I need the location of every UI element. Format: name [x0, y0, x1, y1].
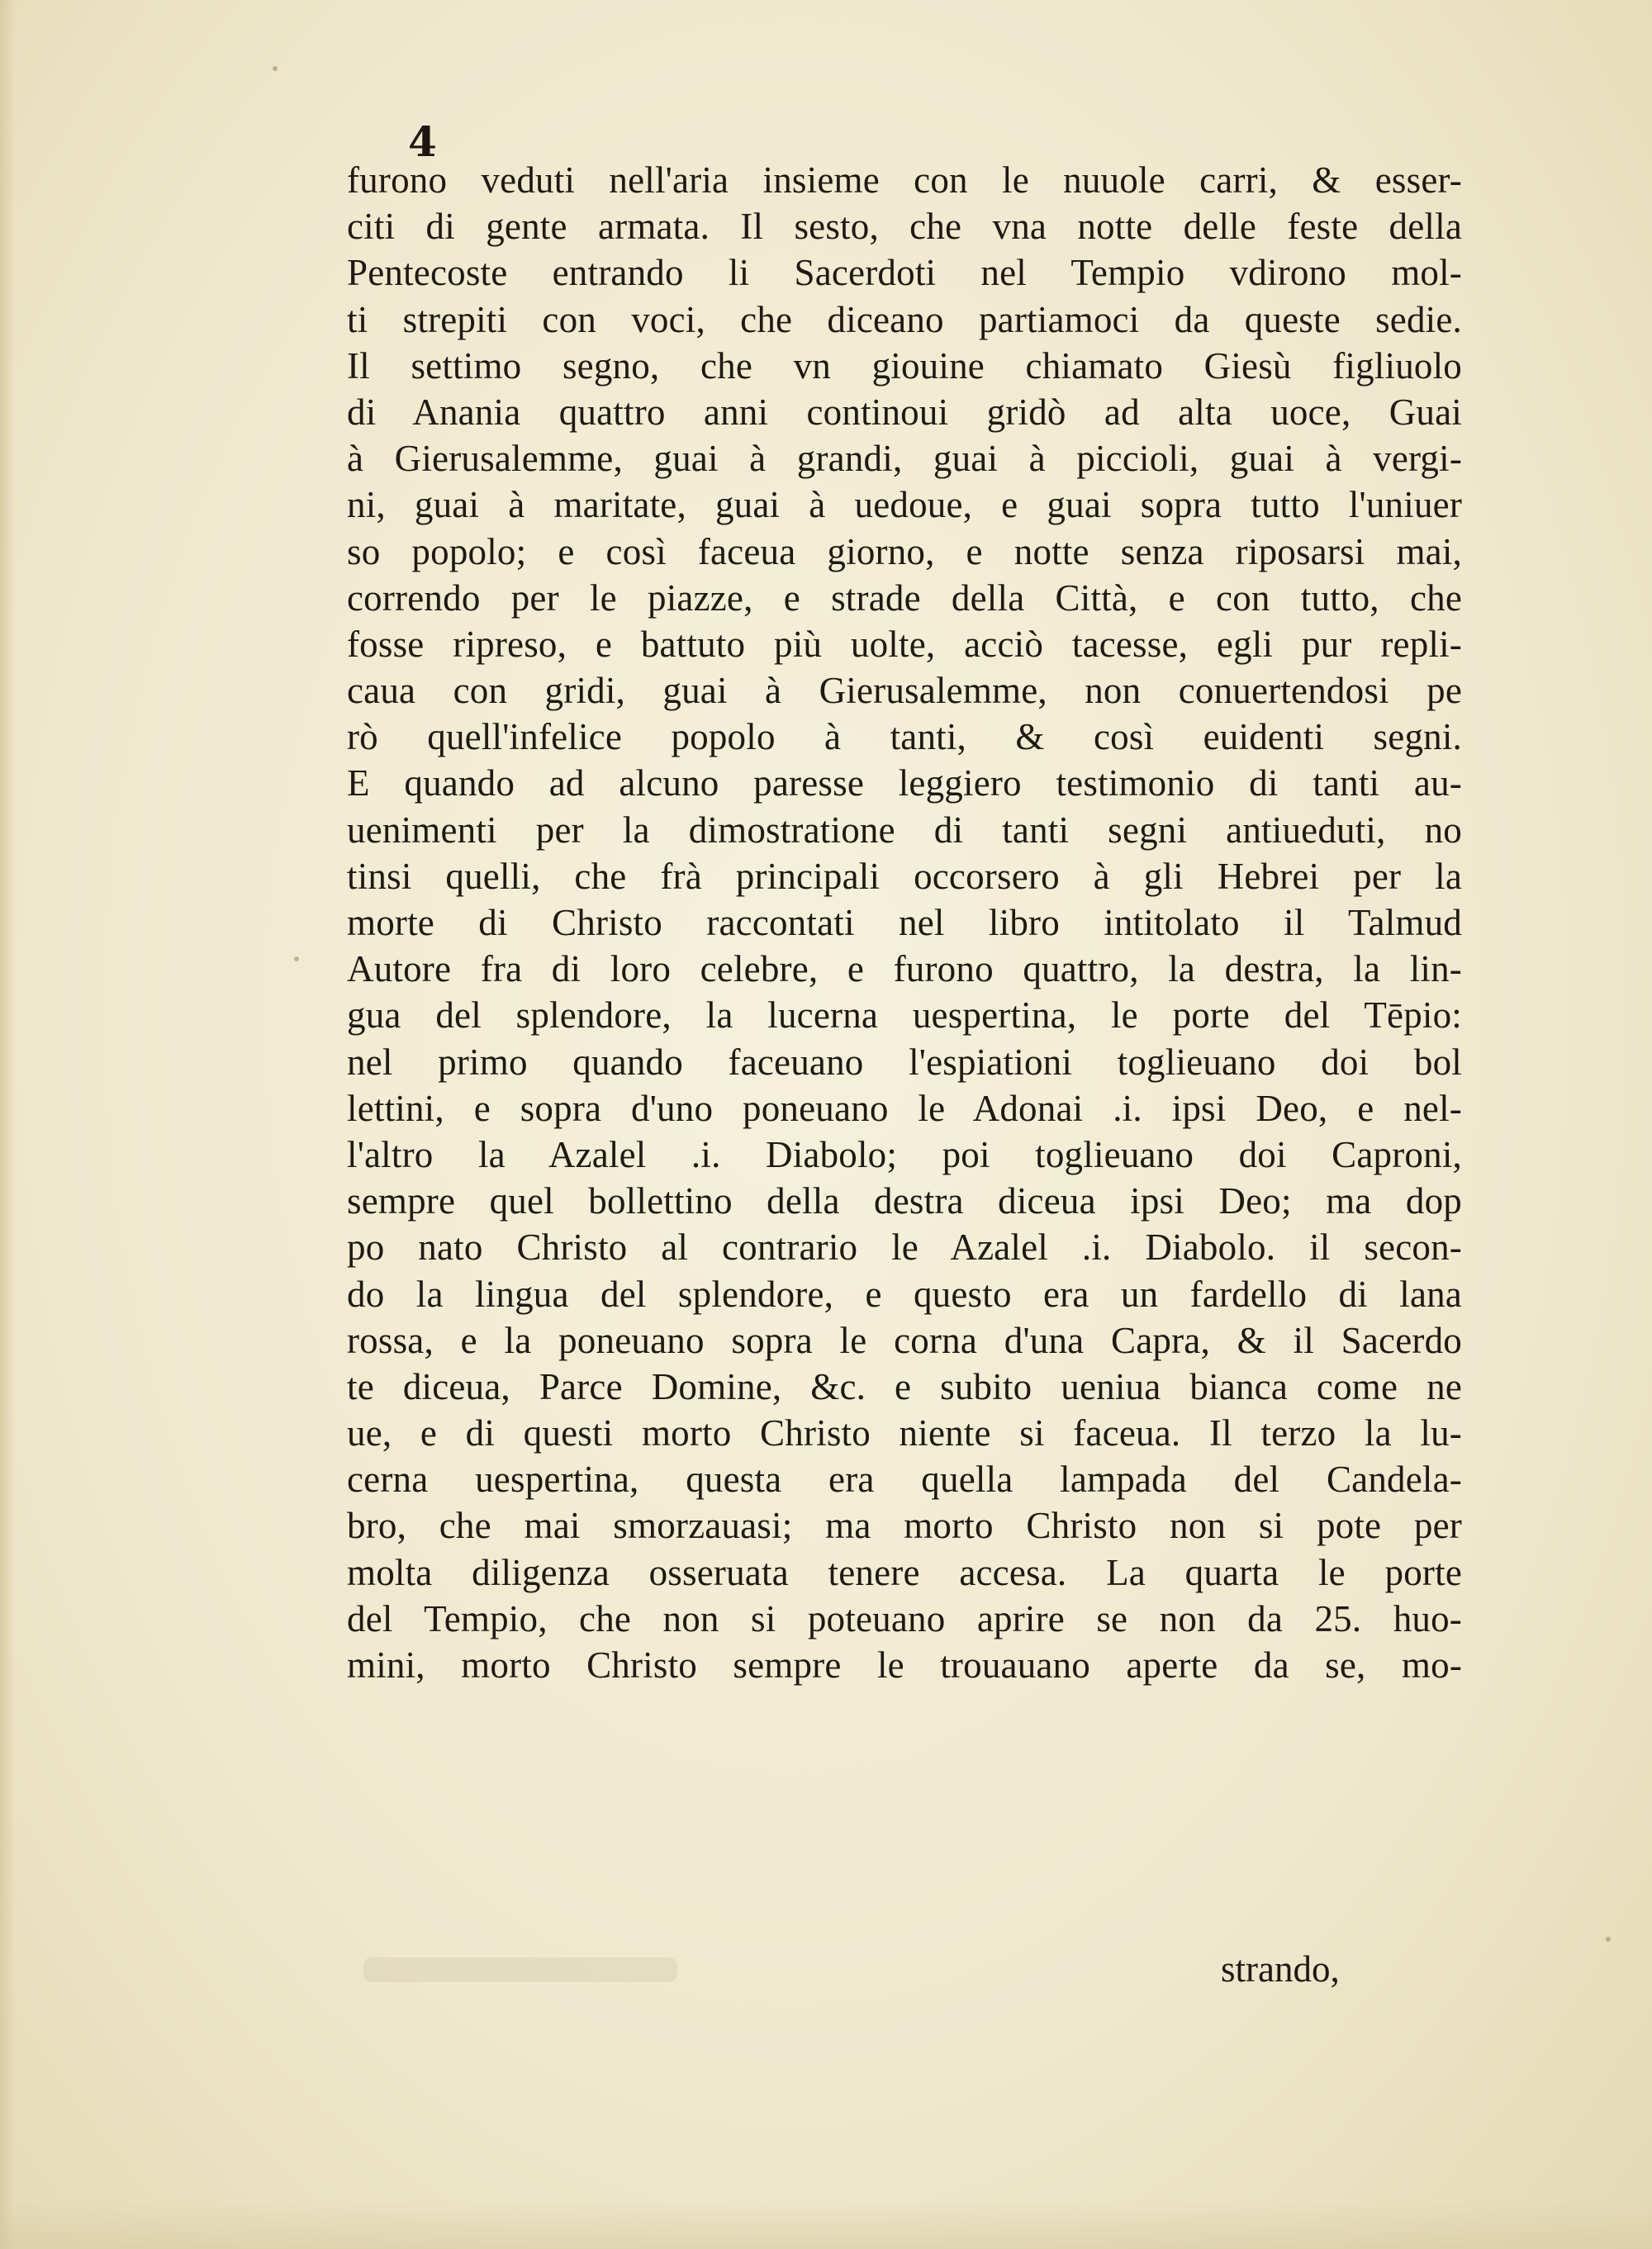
text-line: te diceua, Parce Domine, &c. e subito ueniua bianca come ne	[347, 1365, 1462, 1407]
text-line: tinsi quelli, che frà principali occorsero à gli Hebrei per la	[347, 855, 1462, 897]
text-line: so popolo; e così faceua giorno, e notte senza riposarsi mai,	[347, 530, 1462, 572]
text-line: citi di gente armata. Il sesto, che vna notte delle feste della	[347, 206, 1462, 248]
text-line: rò quell'infelice popolo à tanti, & così euidenti segni.	[347, 716, 1462, 758]
text-line: morte di Christo raccontati nel libro intitolato il Talmud	[347, 902, 1462, 943]
catchword: strando,	[1221, 1948, 1340, 1990]
text-line: Autore fra di loro celebre, e furono quattro, la destra, la lin-	[347, 948, 1462, 990]
text-line: po nato Christo al contrario le Azalel .i. Diabolo. il secon-	[347, 1227, 1462, 1269]
text-line: furono veduti nell'aria insieme con le nuuole carri, & esser-	[347, 159, 1462, 201]
text-line: ti strepiti con voci, che diceano partiamoci da queste sedie.	[347, 298, 1462, 340]
text-line: l'altro la Azalel .i. Diabolo; poi toglieuano doi Caproni,	[347, 1133, 1462, 1175]
body-text	[347, 157, 1462, 1688]
text-line: molta diligenza osseruata tenere accesa. La quarta le porte	[347, 1551, 1462, 1593]
text-line: caua con gridi, guai à Gierusalemme, non conuertendosi pe	[347, 670, 1462, 712]
text-line: cerna uespertina, questa era quella lampada del Candela-	[347, 1459, 1462, 1501]
text-line: del Tempio, che non si poteuano aprire se non da 25. huo-	[347, 1597, 1462, 1639]
text-line: ue, e di questi morto Christo niente si faceua. Il terzo la lu-	[347, 1412, 1462, 1454]
text-line: uenimenti per la dimostratione di tanti segni antiueduti, no	[347, 809, 1462, 851]
page-number: 4	[408, 117, 437, 166]
text-line: di Anania quattro anni continoui gridò ad alta uoce, Guai	[347, 391, 1462, 433]
text-line: bro, che mai smorzauasi; ma morto Christo non si pote per	[347, 1505, 1462, 1547]
text-line: lettini, e sopra d'uno poneuano le Adonai .i. ipsi Deo, e nel-	[347, 1087, 1462, 1129]
text-line: Il settimo segno, che vn giouine chiamato Giesù figliuolo	[347, 344, 1462, 387]
text-line: Pentecoste entrando li Sacerdoti nel Tempio vdirono mol-	[347, 252, 1462, 294]
ink-speck	[273, 66, 278, 71]
ink-speck	[294, 956, 299, 961]
text-line: ni, guai à maritate, guai à uedoue, e guai sopra tutto l'uniuer	[347, 484, 1462, 526]
text-line: fosse ripreso, e battuto più uolte, acciò tacesse, egli pur repli-	[347, 623, 1462, 665]
text-line: E quando ad alcuno paresse leggiero testimonio di tanti au-	[347, 762, 1462, 804]
page-edge-shadow	[0, 0, 15, 2249]
text-line: nel primo quando faceuano l'espiationi toglieuano doi bol	[347, 1041, 1462, 1083]
ink-speck	[1606, 1937, 1611, 1942]
text-line: mini, morto Christo sempre le trouauano aperte da se, mo-	[347, 1644, 1462, 1686]
text-line: gua del splendore, la lucerna uespertina, le porte del Tēpio:	[347, 994, 1462, 1037]
text-line: à Gierusalemme, guai à grandi, guai à piccioli, guai à vergi-	[347, 438, 1462, 480]
page-bottom-shadow	[0, 2199, 1652, 2249]
text-line: rossa, e la poneuano sopra le corna d'una Capra, & il Sacerdo	[347, 1319, 1462, 1361]
text-line: sempre quel bollettino della destra diceua ipsi Deo; ma dop	[347, 1180, 1462, 1222]
text-line: do la lingua del splendore, e questo era un fardello di lana	[347, 1273, 1462, 1315]
bleed-through-mark	[363, 1957, 677, 1982]
text-line: correndo per le piazze, e strade della Città, e con tutto, che	[347, 576, 1462, 619]
